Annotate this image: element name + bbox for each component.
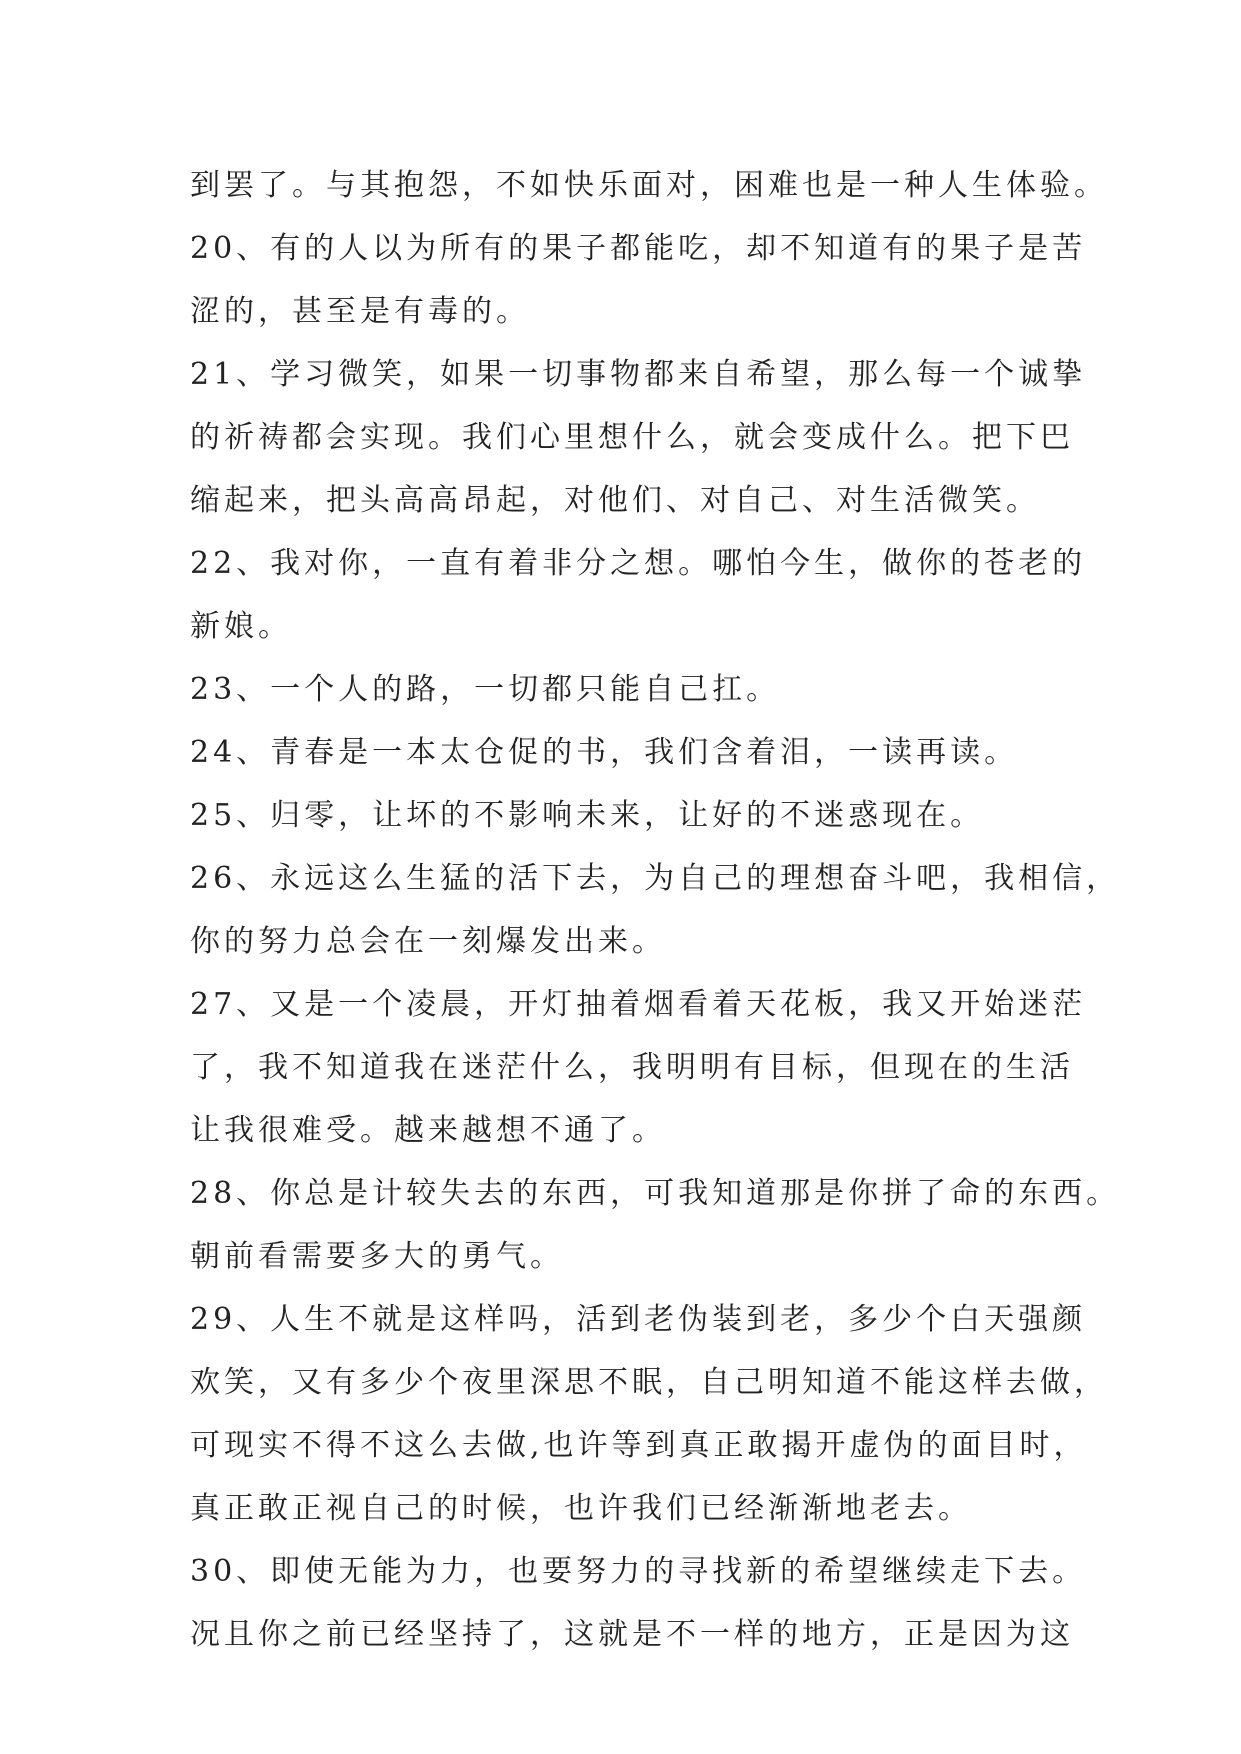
text-line: 况且你之前已经坚持了，这就是不一样的地方，正是因为这 — [190, 1617, 1074, 1652]
text-line: 让我很难受。越来越想不通了。 — [190, 1113, 666, 1148]
document-body — [190, 154, 1121, 1666]
text-line: 23、一个人的路，一切都只能自己扛。 — [190, 672, 781, 707]
text-line: 24、青春是一本太仓促的书，我们含着泪，一读再读。 — [190, 735, 1019, 770]
text-line: 朝前看需要多大的勇气。 — [190, 1239, 564, 1274]
text-line: 真正敢正视自己的时候，也许我们已经渐渐地老去。 — [190, 1491, 972, 1526]
text-line: 欢笑，又有多少个夜里深思不眠，自己明知道不能这样去做， — [190, 1365, 1108, 1400]
text-line: 可现实不得不这么去做,也许等到真正敢揭开虚伪的面目时， — [190, 1428, 1088, 1463]
text-line: 的祈祷都会实现。我们心里想什么，就会变成什么。把下巴 — [190, 420, 1074, 455]
text-line: 你的努力总会在一刻爆发出来。 — [190, 924, 666, 959]
text-line: 到罢了。与其抱怨，不如快乐面对，困难也是一种人生体验。 — [190, 168, 1108, 203]
text-line: 25、归零，让坏的不影响未来，让好的不迷惑现在。 — [190, 798, 985, 833]
text-line: 22、我对你，一直有着非分之想。哪怕今生，做你的苍老的 — [190, 546, 1087, 581]
text-line: 20、有的人以为所有的果子都能吃，却不知道有的果子是苦 — [190, 231, 1087, 266]
text-line: 了，我不知道我在迷茫什么，我明明有目标，但现在的生活 — [190, 1050, 1074, 1085]
text-line: 26、永远这么生猛的活下去，为自己的理想奋斗吧，我相信， — [190, 861, 1121, 896]
text-line: 27、又是一个凌晨，开灯抽着烟看着天花板，我又开始迷茫 — [190, 987, 1087, 1022]
text-line: 21、学习微笑，如果一切事物都来自希望，那么每一个诚挚 — [190, 357, 1087, 392]
text-line: 涩的，甚至是有毒的。 — [190, 294, 530, 329]
text-line: 新娘。 — [190, 609, 292, 644]
text-line: 缩起来，把头高高昂起，对他们、对自己、对生活微笑。 — [190, 483, 1040, 518]
text-line: 28、你总是计较失去的东西，可我知道那是你拼了命的东西。 — [190, 1176, 1121, 1211]
text-line: 29、人生不就是这样吗，活到老伪装到老，多少个白天强颜 — [190, 1302, 1087, 1337]
text-line: 30、即使无能为力，也要努力的寻找新的希望继续走下去。 — [190, 1554, 1087, 1589]
